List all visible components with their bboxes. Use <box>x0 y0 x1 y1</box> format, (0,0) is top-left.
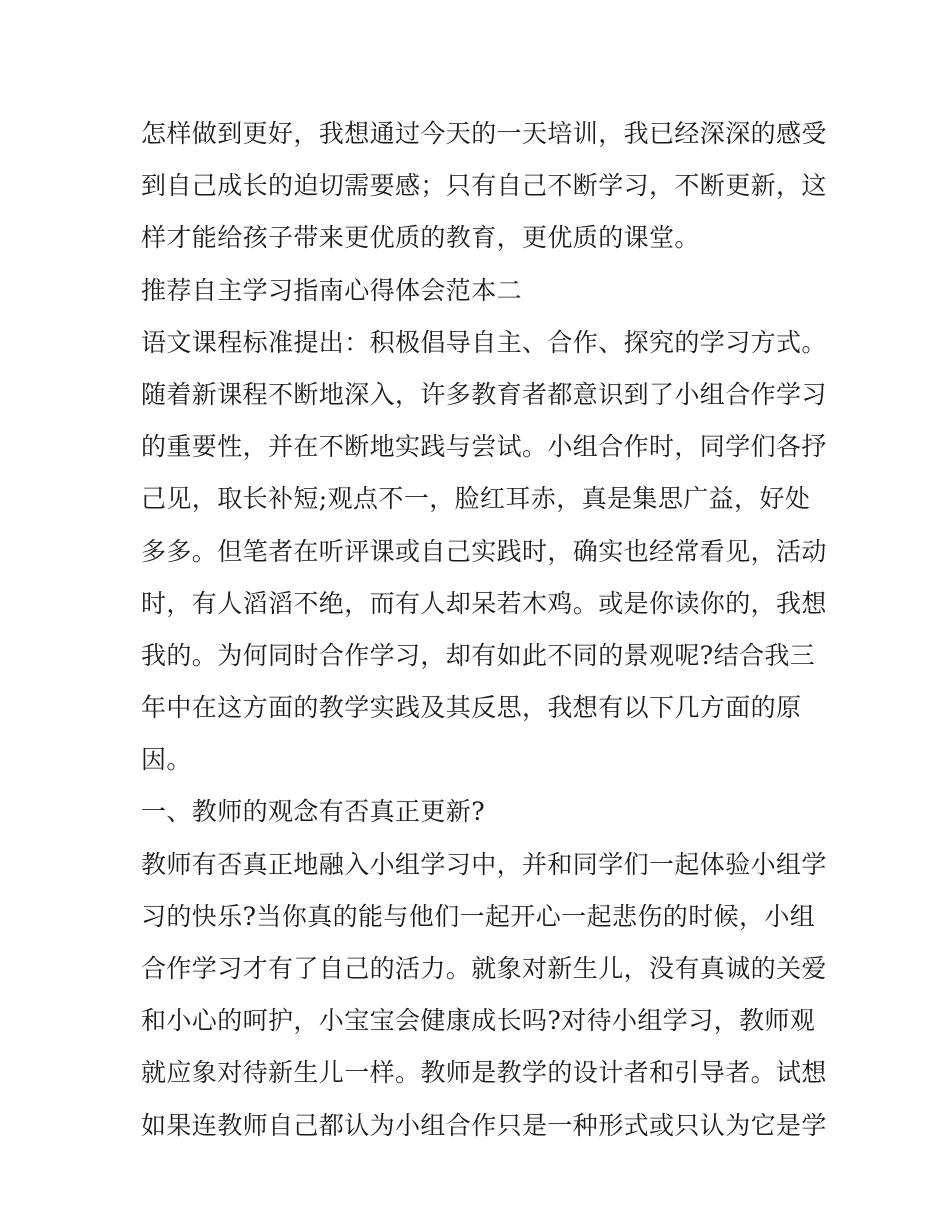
text-line: 到自己成长的迫切需要感；只有自己不断学习，不断更新，这 <box>141 171 827 201</box>
text-line: 己见，取长补短;观点不一，脸红耳赤，真是集思广益，好处 <box>141 484 811 514</box>
text-line: 习的快乐?当你真的能与他们一起开心一起悲伤的时候，小组 <box>141 901 816 931</box>
text-line: 教师有否真正地融入小组学习中，并和同学们一起体验小组学 <box>141 849 827 879</box>
text-line: 多多。但笔者在听评课或自己实践时，确实也经常看见，活动 <box>141 536 827 566</box>
document-body <box>141 108 827 1152</box>
text-line: 我的。为何同时合作学习，却有如此不同的景观呢?结合我三 <box>141 640 816 670</box>
text-line: 如果连教师自己都认为小组合作只是一种形式或只认为它是学 <box>141 1110 827 1140</box>
text-line: 语文课程标准提出：积极倡导自主、合作、探究的学习方式。 <box>141 327 827 357</box>
text-line: 和小心的呵护，小宝宝会健康成长吗?对待小组学习，教师观 <box>141 1006 816 1036</box>
text-line: 合作学习才有了自己的活力。就象对新生儿，没有真诚的关爱 <box>141 954 827 983</box>
text-line: 随着新课程不断地深入，许多教育者都意识到了小组合作学习 <box>141 379 827 409</box>
text-line: 年中在这方面的教学实践及其反思，我想有以下几方面的原 <box>141 693 802 723</box>
text-line: 时，有人滔滔不绝，而有人却呆若木鸡。或是你读你的，我想 <box>141 588 827 618</box>
text-line: 怎样做到更好，我想通过今天的一天培训，我已经深深的感受 <box>141 119 827 148</box>
text-line: 样才能给孩子带来更优质的教育，更优质的课堂。 <box>141 223 700 253</box>
section-heading: 推荐自主学习指南心得体会范本二 <box>141 275 523 305</box>
subsection-heading: 一、教师的观念有否真正更新? <box>141 797 486 827</box>
text-line: 因。 <box>141 745 192 775</box>
text-line: 的重要性，并在不断地实践与尝试。小组合作时，同学们各抒 <box>141 432 827 462</box>
text-line: 就应象对待新生儿一样。教师是教学的设计者和引导者。试想 <box>141 1058 827 1088</box>
